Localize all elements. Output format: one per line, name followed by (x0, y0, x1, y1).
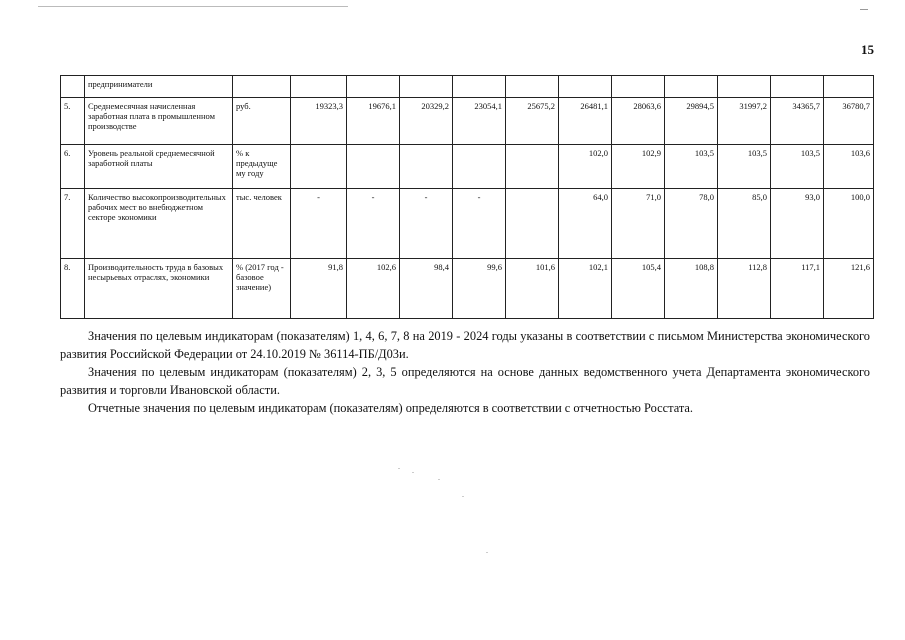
page-number: 15 (861, 42, 874, 57)
value-cell: 102,9 (612, 145, 665, 189)
notes-section (60, 327, 870, 417)
value-cell: 102,1 (559, 259, 612, 319)
value-cell: - (453, 189, 506, 259)
value-cell: 85,0 (718, 189, 771, 259)
indicator-name: Производительность труда в базовых несырьевых отраслях, экономики (85, 259, 233, 319)
row-index: 7. (61, 189, 85, 259)
value-cell: 99,6 (453, 259, 506, 319)
value-cell: - (400, 189, 453, 259)
value-cell (665, 76, 718, 98)
indicator-name: Среднемесячная начисленная заработная плата в промышленном производстве (85, 98, 233, 145)
value-cell (400, 145, 453, 189)
value-cell (347, 76, 400, 98)
row-index (61, 76, 85, 98)
value-cell: 91,8 (291, 259, 347, 319)
indicator-unit: руб. (233, 98, 291, 145)
row-index: 8. (61, 259, 85, 319)
value-cell: 31997,2 (718, 98, 771, 145)
value-cell: 26481,1 (559, 98, 612, 145)
indicator-unit: % к предыдуще му году (233, 145, 291, 189)
value-cell: 102,0 (559, 145, 612, 189)
note-paragraph: Значения по целевым индикаторам (показателям) 2, 3, 5 определяются на основе данных ведомственного учета Департамента экономического развития и торговли Ивановской области. (60, 365, 870, 397)
value-cell: 28063,6 (612, 98, 665, 145)
value-cell: 103,5 (665, 145, 718, 189)
value-cell: 117,1 (771, 259, 824, 319)
scan-artifact-dash (860, 9, 868, 10)
table-row (61, 76, 874, 98)
value-cell (771, 76, 824, 98)
note-paragraph: Значения по целевым индикаторам (показателям) 1, 4, 6, 7, 8 на 2019 - 2024 годы указаны в соответствии с письмом Министерства экономического развития Российской Федерации от 24.10.2019 № 36114-ПБ/Д03и. (60, 329, 870, 361)
value-cell (506, 76, 559, 98)
value-cell (453, 145, 506, 189)
table-row (61, 98, 874, 145)
scan-artifact-line (38, 6, 348, 7)
indicator-name: Уровень реальной среднемесячной заработной платы (85, 145, 233, 189)
scan-speck (438, 479, 440, 480)
value-cell: 25675,2 (506, 98, 559, 145)
row-index: 5. (61, 98, 85, 145)
value-cell: 103,6 (824, 145, 874, 189)
indicators-table (60, 75, 874, 319)
value-cell: 71,0 (612, 189, 665, 259)
row-index: 6. (61, 145, 85, 189)
value-cell: 20329,2 (400, 98, 453, 145)
table-row (61, 189, 874, 259)
value-cell: - (291, 189, 347, 259)
table-row (61, 259, 874, 319)
value-cell: 64,0 (559, 189, 612, 259)
value-cell: 98,4 (400, 259, 453, 319)
value-cell: 103,5 (718, 145, 771, 189)
scan-speck (486, 552, 488, 553)
scan-speck (462, 496, 464, 497)
value-cell (291, 145, 347, 189)
value-cell: 19323,3 (291, 98, 347, 145)
value-cell: 19676,1 (347, 98, 400, 145)
value-cell (559, 76, 612, 98)
value-cell (400, 76, 453, 98)
value-cell: - (347, 189, 400, 259)
scan-speck (412, 472, 414, 473)
value-cell: 78,0 (665, 189, 718, 259)
value-cell: 23054,1 (453, 98, 506, 145)
value-cell: 108,8 (665, 259, 718, 319)
value-cell (506, 189, 559, 259)
value-cell: 29894,5 (665, 98, 718, 145)
indicator-name: Количество высокопроизводительных рабочих мест во внебюджетном секторе экономики (85, 189, 233, 259)
value-cell (718, 76, 771, 98)
value-cell (453, 76, 506, 98)
value-cell (291, 76, 347, 98)
value-cell: 101,6 (506, 259, 559, 319)
value-cell: 103,5 (771, 145, 824, 189)
table-row (61, 145, 874, 189)
value-cell: 102,6 (347, 259, 400, 319)
indicator-name: предприниматели (85, 76, 233, 98)
indicator-unit: % (2017 год - базовое значение) (233, 259, 291, 319)
value-cell: 34365,7 (771, 98, 824, 145)
note-paragraph: Отчетные значения по целевым индикаторам (показателям) определяются в соответствии с отчетностью Росстата. (88, 401, 694, 415)
value-cell: 121,6 (824, 259, 874, 319)
value-cell (347, 145, 400, 189)
value-cell (612, 76, 665, 98)
value-cell: 93,0 (771, 189, 824, 259)
value-cell: 36780,7 (824, 98, 874, 145)
value-cell (824, 76, 874, 98)
indicator-unit: тыс. человек (233, 189, 291, 259)
value-cell (506, 145, 559, 189)
value-cell: 112,8 (718, 259, 771, 319)
scan-speck (398, 468, 400, 469)
value-cell: 105,4 (612, 259, 665, 319)
indicator-unit (233, 76, 291, 98)
value-cell: 100,0 (824, 189, 874, 259)
